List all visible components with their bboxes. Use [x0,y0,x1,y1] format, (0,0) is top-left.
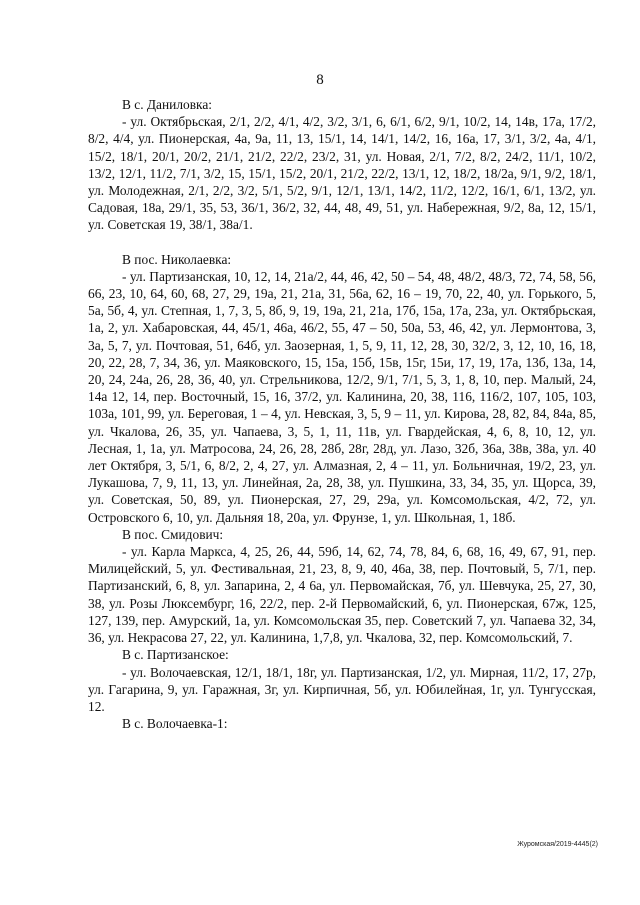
section-heading-partizanskoe: В с. Партизанское: [122,647,229,663]
section-heading-nikolaevka: В пос. Николаевка: [122,251,232,267]
page-number: 8 [316,72,324,88]
address-list-nikolaevka: - ул. Партизанская, 10, 12, 14, 21а/2, 44, 46, 42, 50 – 54, 48, 48/2, 48/3, 72, 74, 58, 56, 66, 23, 10, 64, 60, 68, 27, 29, 19а, 21, 21а, 31, 56а, 62, 16 – 19, 70, 22, 40, ул. Горького, 5, 5а, 5б, 4, ул. Степная, 1, 7, 3, 5, 8б, 9, 19, 19а, 21, 21а, 17б, 15а, 17а, 23а, ул. Октябрьская, 1а, 2, ул. Хабаровская, 44, 45/1, 46а, 46/2, 55, 47 – 50, 50а, 53, 46, 42, ул. Лермонтова, 3, 3а, 5, 7, ул. Почтовая, 51, 64б, ул. Заозерная, 1, 5, 9, 11, 12, 28, 30, 32/2, 3, 12, 10, 16, 18, 20, 22, 28, 7, 34, 36, ул. Маяковского, 15, 15а, 15б, 15в, 15г, 15и, 17, 19, 17а, 13б, 13а, 14, 20, 24, 24а, 26, 28, 36, 40, ул. Стрельникова, 12/2, 9/1, 7/1, 5, 3, 1, 8, 10, пер. Малый, 24, 14а 12, 14, пер. Восточный, 15, 16, 37/2, ул. Калинина, 20, 38, 116, 116/2, 107, 105, 103, 103а, 101, 99, ул. Береговая, 1 – 4, ул. Невская, 3, 5, 9 – 11, ул. Кирова, 28, 82, 84, 84а, 85, ул. Чкалова, 26, 35, ул. Чапаева, 3, 5, 1, 11, 11в, ул. Гвардейская, 4, 6, 8, 10, 12, ул. Лесная, 1, 1а, ул. Матросова, 24, 26, 28, 28б, 28г, 28д, ул. Лазо, 32б, 36а, 38в, 38а, ул. 40 лет Октября, 3, 5/1, 6, 8/2, 2, 4, 27, ул. Алмазная, 2, 4 – 11, ул. Больничная, 19/2, 23, ул. Лукашова, 7, 9, 11, 13, ул. Линейная, 2а, 28, 38, ул. Пушкина, 33, 34, 35, ул. Щорса, 39, ул. Советская, 50, 89, ул. Пионерская, 27, 29, 29а, ул. Комсомольская, 4/2, 72, ул. Островского 6, 10, ул. Дальняя 18, 20а, ул. Фрунзе, 1, ул. Школьная, 1, 18б. [88,268,596,525]
address-list-danilovka: - ул. Октябрьская, 2/1, 2/2, 4/1, 4/2, 3/2, 3/1, 6, 6/1, 6/2, 9/1, 10/2, 14, 14в, 17а, 17/2, 8/2, 4/4, ул. Пионерская, 4а, 9а, 11, 13, 15/1, 14, 14/1, 14/2, 16, 16а, 17, 3/1, 3/2, 4а, 4/1, 15/2, 18/1, 20/1, 20/2, 21/1, 21/2, 22/2, 23/2, 31, ул. Новая, 2/1, 7/2, 8/2, 24/2, 11/1, 10/2, 13/2, 12/1, 11/2, 7/1, 3/2, 15, 15/1, 15/2, 20/1, 21/2, 22/2, 13/1, 12, 18/2, 18/2а, 9/1, 9/2, 18/1, ул. Молодежная, 2/1, 2/2, 3/2, 5/1, 5/2, 9/1, 12/1, 13/1, 14/2, 11/2, 12/2, 16/1, 6/1, 13/2, ул. Садовая, 18а, 29/1, 35, 53, 36/1, 36/2, 32, 44, 48, 49, 51, ул. Набережная, 9/2, 8а, 12, 15/1, ул. Советская 19, 38/1, 38а/1. [88,114,596,233]
address-list-smidovich: - ул. Карла Маркса, 4, 25, 26, 44, 59б, 14, 62, 74, 78, 84, 6, 68, 16, 49, 67, 91, пер. Милицейский, 5, ул. Фестивальная, 21, 23, 8, 9, 40, 46а, 38, пер. Почтовый, 5, 7/1, пер. Партизанский, 6, 8, ул. Запарина, 2, 4 6а, ул. Первомайская, 7б, ул. Шевчука, 25, 27, 30, 38, ул. Розы Люксембург, 16, 22/2, пер. 2-й Первомайский, 6, ул. Пионерская, 67ж, 125, 127, 139, пер. Амурский, 1а, ул. Комсомольская 35, пер. Советский 7, ул. Чапаева 32, 34, 36, ул. Некрасова 27, 22, ул. Калинина, 1,7,8, ул. Чкалова, 32, пер. Комсомольский, 7. [88,544,596,646]
address-list-partizanskoe: - ул. Волочаевская, 12/1, 18/1, 18г, ул. Партизанская, 1/2, ул. Мирная, 11/2, 17, 27р, ул. Гагарина, 9, ул. Гаражная, 3г, ул. Кирпичная, 5б, ул. Юбилейная, 1г, ул. Тунгусская, 12. [88,664,596,714]
section-heading-volochaevka: В с. Волочаевка-1: [122,716,228,732]
section-heading-danilovka: В с. Даниловка: [122,97,212,112]
footer-document-id: Журомская/2019-4445(2) [517,841,598,848]
document-body [88,96,596,732]
section-heading-smidovich: В пос. Смидович: [122,526,224,542]
